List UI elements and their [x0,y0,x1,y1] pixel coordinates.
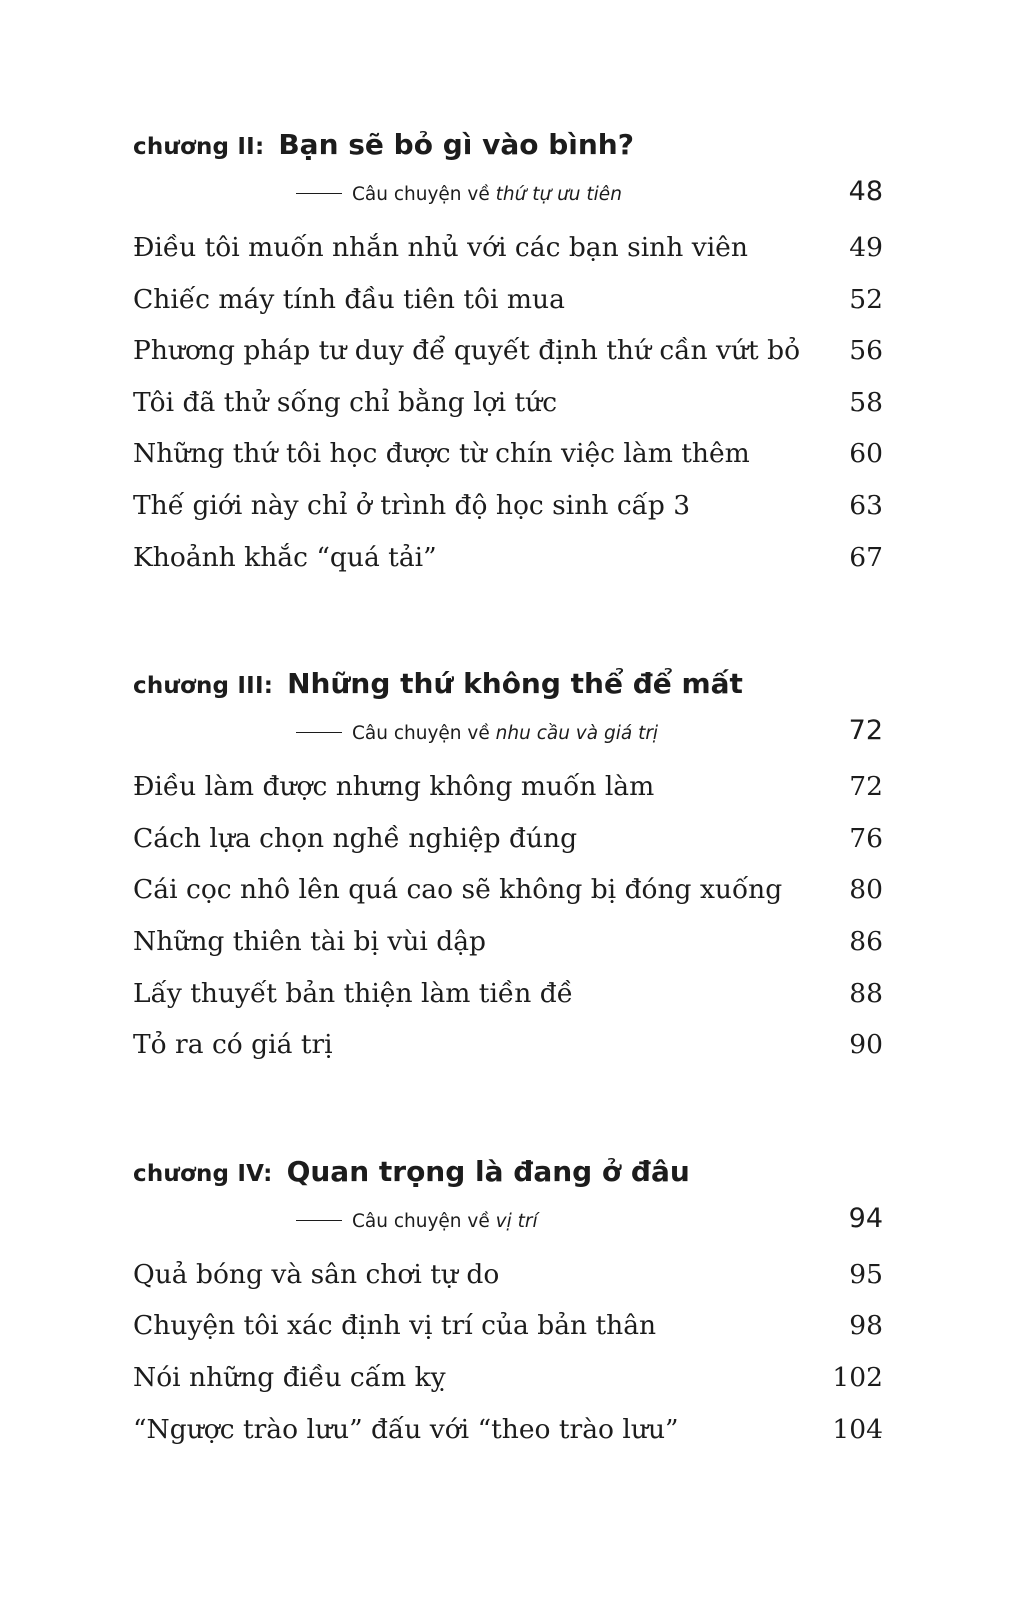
toc-entry[interactable] [133,1259,883,1311]
toc-entry[interactable] [133,438,883,490]
entry-page-number: 104 [832,1413,883,1445]
entry-title: Quả bóng và sân chơi tự do [133,1258,500,1290]
toc-entry[interactable] [133,823,883,875]
entry-title: Điều tôi muốn nhắn nhủ với các bạn sinh viên [133,232,748,263]
toc-entry[interactable] [133,232,883,284]
entry-page-number: 102 [832,1361,883,1393]
entry-title: Những thiên tài bị vùi dập [133,925,487,957]
toc-entry[interactable] [133,1414,883,1466]
entry-title: Thế giới này chỉ ở trình độ học sinh cấp 3 [133,489,691,521]
table-of-contents [133,128,883,1539]
toc-entry[interactable] [133,771,883,823]
toc-entry[interactable] [133,490,883,542]
chapter-page-number: 48 [848,176,883,207]
entry-title: Nói những điều cấm kỵ [133,1361,446,1393]
chapter-page-number: 72 [848,715,883,747]
subtitle-topic: nhu cầu và giá trị [495,723,659,745]
subtitle-prefix: Câu chuyện về [352,723,490,745]
chapter-label: chương II: [133,134,265,160]
entry-title: Lấy thuyết bản thiện làm tiền đề [133,977,573,1009]
chapter-subtitle [133,715,883,757]
entry-page-number: 98 [849,1310,883,1342]
toc-entry[interactable] [133,1310,883,1362]
entry-title: “Ngược trào lưu” đấu với “theo trào lưu” [133,1413,679,1445]
entry-title: Cái cọc nhô lên quá cao sẽ không bị đóng xuống [133,874,783,906]
entry-page-number: 86 [849,925,883,957]
entry-page-number: 72 [849,771,883,803]
dash-rule [296,193,342,194]
entry-title: Điều làm được nhưng không muốn làm [133,771,655,803]
entry-title: Phương pháp tư duy để quyết định thứ cần vứt bỏ [133,335,801,367]
chapter-label: chương IV: [133,1160,273,1187]
chapter-label: chương III: [133,673,274,700]
chapter-title: Quan trọng là đang ở đâu [286,1154,690,1188]
entry-page-number: 67 [849,541,883,573]
toc-entry[interactable] [133,387,883,439]
chapter-heading [133,128,883,176]
entry-title: Cách lựa chọn nghề nghiệp đúng [133,822,578,854]
entry-page-number: 49 [849,232,883,263]
entry-title: Tỏ ra có giá trị [133,1029,333,1061]
entry-title: Chiếc máy tính đầu tiên tôi mua [133,283,565,315]
entry-page-number: 52 [849,283,883,315]
entry-page-number: 76 [849,822,883,854]
subtitle-prefix: Câu chuyện về [352,184,490,205]
entry-page-number: 60 [849,438,883,470]
dash-rule [296,1220,342,1221]
chapter-title: Những thứ không thể để mất [287,667,743,701]
chapter-2 [133,128,883,593]
subtitle-topic: vị trí [495,1210,538,1232]
toc-entry[interactable] [133,335,883,387]
toc-entry[interactable] [133,1029,883,1081]
entry-page-number: 58 [849,386,883,418]
entry-title: Khoảnh khắc “quá tải” [133,541,437,573]
toc-entry[interactable] [133,926,883,978]
toc-entry[interactable] [133,542,883,594]
entry-page-number: 56 [849,335,883,367]
toc-entry[interactable] [133,284,883,336]
entry-page-number: 80 [849,874,883,906]
entry-page-number: 90 [849,1029,883,1061]
toc-entry[interactable] [133,874,883,926]
chapter-heading [133,1155,883,1203]
chapter-title: Bạn sẽ bỏ gì vào bình? [278,128,634,161]
chapter-heading [133,667,883,715]
toc-entry[interactable] [133,1362,883,1414]
chapter-subtitle [133,1203,883,1245]
entry-title: Những thứ tôi học được từ chín việc làm thêm [133,438,750,470]
entry-page-number: 88 [849,977,883,1009]
entry-title: Tôi đã thử sống chỉ bằng lợi tức [133,386,558,418]
subtitle-prefix: Câu chuyện về [352,1210,490,1232]
subtitle-topic: thứ tự ưu tiên [495,184,622,205]
entry-page-number: 95 [849,1258,883,1290]
chapter-3 [133,667,883,1081]
toc-entry[interactable] [133,978,883,1030]
entry-title: Chuyện tôi xác định vị trí của bản thân [133,1310,657,1342]
dash-rule [296,732,342,733]
chapter-page-number: 94 [848,1202,883,1234]
chapter-4 [133,1155,883,1465]
chapter-subtitle [133,176,883,218]
entry-page-number: 63 [849,489,883,521]
